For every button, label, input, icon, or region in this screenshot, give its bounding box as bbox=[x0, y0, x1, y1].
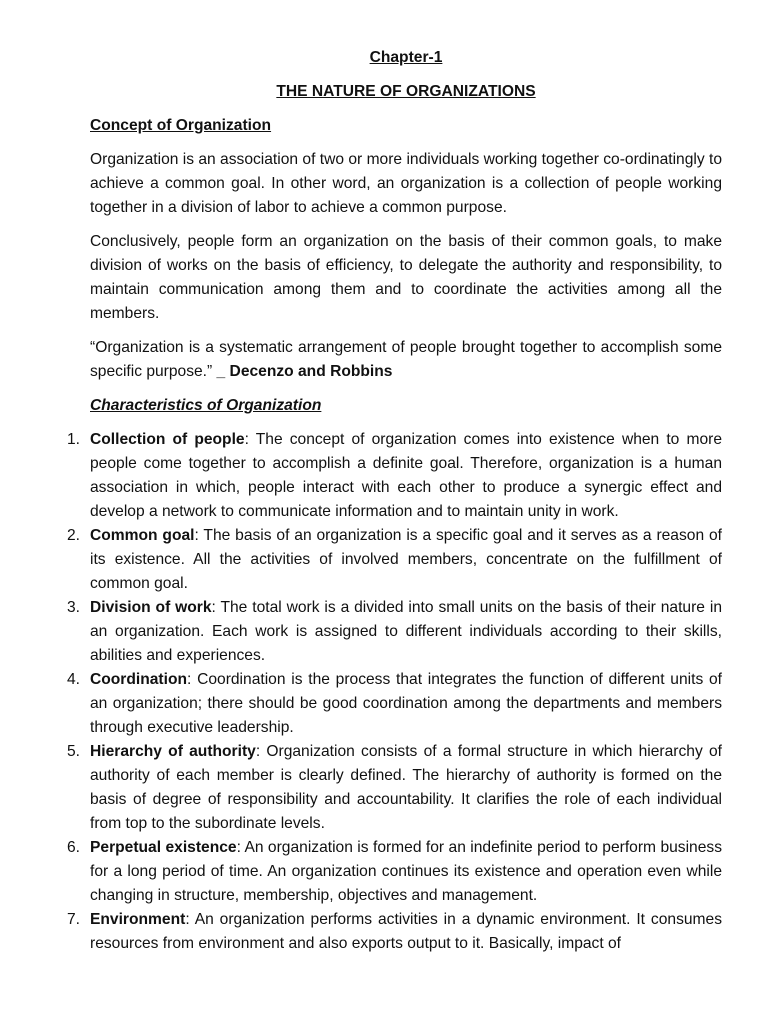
item-term: Environment bbox=[90, 911, 186, 928]
list-item bbox=[67, 524, 722, 596]
list-item bbox=[67, 668, 722, 740]
quote-text: “Organization is a systematic arrangement of people brought together to accomplish some specific purpose.” bbox=[90, 339, 722, 380]
item-number: 1. bbox=[67, 431, 81, 448]
item-number: 3. bbox=[67, 599, 81, 616]
item-text: : An organization performs activities in a dynamic environment. It consumes resources from environment and also exports output to it. Basically, impact of bbox=[90, 911, 722, 952]
item-number: 6. bbox=[67, 839, 81, 856]
item-term: Division of work bbox=[90, 599, 212, 616]
item-text: : Organization consists of a formal structure in which hierarchy of authority of each member is clearly defined. The hierarchy of authority is formed on the basis of degree of responsibility and accountability. It clarifies the role of each individual from top to the subordinate levels. bbox=[90, 743, 722, 832]
paragraph-conclusion: Conclusively, people form an organization on the basis of their common goals, to make division of works on the basis of efficiency, to delegate the authority and responsibility, to maintain communication among them and to coordinate the activities among all the members. bbox=[90, 233, 722, 322]
list-item bbox=[67, 836, 722, 908]
item-text: : The total work is a divided into small units on the basis of their nature in an organization. Each work is assigned to different individuals according to their skills, abilities and experiences. bbox=[90, 599, 722, 664]
item-number: 5. bbox=[67, 743, 81, 760]
item-text: : Coordination is the process that integrates the function of different units of an organization; there should be good coordination among the departments and members through executive leadership. bbox=[90, 671, 722, 736]
paragraph-definition: Organization is an association of two or more individuals working together co-ordinatingly to achieve a common goal. In other word, an organization is a collection of people working together in a division of labor to achieve a common purpose. bbox=[90, 151, 722, 216]
document-page bbox=[67, 46, 722, 956]
quote-author: _ Decenzo and Robbins bbox=[216, 363, 393, 380]
item-text: : The concept of organization comes into existence when to more people come together to accomplish a definite goal. Therefore, organization is a human association in which, people interact with each other to produce a synergic effect and develop a network to communicate information and to maintain unity in work. bbox=[90, 431, 722, 520]
item-term: Common goal bbox=[90, 527, 195, 544]
list-item bbox=[67, 428, 722, 524]
list-item bbox=[67, 596, 722, 668]
characteristics-list bbox=[67, 428, 722, 956]
chapter-label: Chapter-1 bbox=[369, 49, 443, 66]
item-text: : An organization is formed for an indefinite period to perform business for a long period of time. An organization continues its existence and operation even while changing in structure, membership, objectives and management. bbox=[90, 839, 722, 904]
item-term: Perpetual existence bbox=[90, 839, 237, 856]
item-number: 4. bbox=[67, 671, 81, 688]
concept-heading: Concept of Organization bbox=[90, 117, 272, 134]
item-term: Hierarchy of authority bbox=[90, 743, 256, 760]
item-text: : The basis of an organization is a specific goal and it serves as a reason of its existence. All the activities of involved members, concentrate on the fulfillment of common goal. bbox=[90, 527, 722, 592]
item-term: Collection of people bbox=[90, 431, 245, 448]
characteristics-heading: Characteristics of Organization bbox=[90, 397, 322, 414]
list-item bbox=[67, 740, 722, 836]
item-number: 7. bbox=[67, 911, 81, 928]
item-term: Coordination bbox=[90, 671, 188, 688]
quote-paragraph bbox=[90, 336, 722, 384]
list-item bbox=[67, 908, 722, 956]
chapter-title: THE NATURE OF ORGANIZATIONS bbox=[276, 83, 536, 100]
item-number: 2. bbox=[67, 527, 81, 544]
